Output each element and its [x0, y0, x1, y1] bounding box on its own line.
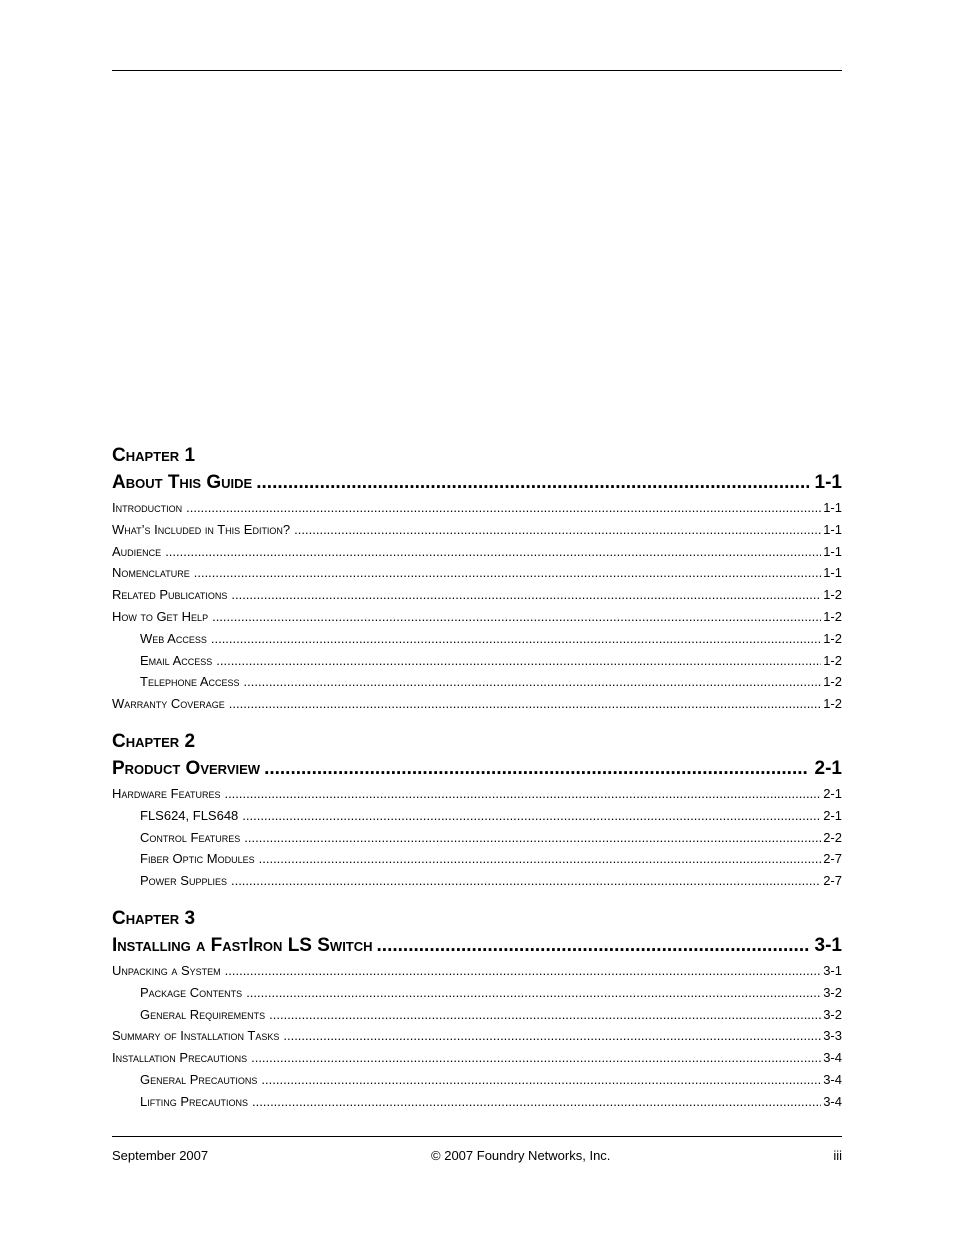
dot-leader: [186, 497, 821, 519]
toc-entry-page: 1-1: [823, 565, 842, 581]
toc-entry-page: 1-2: [823, 587, 842, 603]
toc-entry-label: What’s Included in This Edition?: [112, 521, 291, 537]
chapter-number-label: Chapter 2: [112, 730, 196, 752]
toc-entry-page: 3-2: [823, 1006, 842, 1022]
chapter-number-label: Chapter 1: [112, 445, 196, 466]
toc-entry-page: 3-4: [823, 1050, 842, 1066]
dot-leader: [252, 1091, 821, 1113]
toc-entry-page: 1-2: [823, 652, 842, 668]
toc-entry-label: Telephone Access: [140, 674, 240, 690]
dot-leader: [264, 755, 808, 783]
chapter-page: 1-1: [814, 472, 842, 493]
toc-entry[interactable]: [112, 960, 842, 982]
toc-entry-page: 1-2: [823, 696, 842, 712]
toc-entry[interactable]: [112, 693, 842, 715]
dot-leader: [212, 606, 821, 628]
toc-entry-label: General Requirements: [140, 1006, 266, 1022]
toc-entry-label: Unpacking a System: [112, 962, 221, 978]
toc-subentry[interactable]: [112, 671, 842, 693]
toc-entry-label: Introduction: [112, 500, 183, 515]
chapter-title-row[interactable]: [112, 932, 842, 960]
toc-entry-page: 2-1: [823, 785, 842, 801]
toc-entry[interactable]: [112, 783, 842, 805]
dot-leader: [229, 693, 821, 715]
dot-leader: [225, 960, 822, 982]
toc-entry-label: Summary of Installation Tasks: [112, 1028, 280, 1044]
toc-entry-label: Web Access: [140, 630, 207, 646]
toc-entry[interactable]: [112, 1025, 842, 1047]
chapter-number-label: Chapter 3: [112, 907, 196, 929]
chapter-page: 3-1: [814, 934, 842, 956]
toc-entry-page: 3-1: [823, 962, 842, 978]
toc-subentry[interactable]: [112, 1004, 842, 1026]
chapter-title: About This Guide: [112, 472, 253, 493]
toc-subentry[interactable]: [112, 982, 842, 1004]
chapter-1: [112, 443, 842, 715]
header-rule: [112, 70, 842, 71]
footer-copyright: © 2007 Foundry Networks, Inc.: [431, 1148, 611, 1163]
dot-leader: [211, 628, 821, 650]
toc-entry-label: Nomenclature: [112, 565, 190, 581]
toc-entry[interactable]: [112, 541, 842, 563]
dot-leader: [242, 805, 821, 827]
footer-rule: [112, 1136, 842, 1137]
toc-subentry[interactable]: [112, 650, 842, 672]
toc-entry-page: 1-2: [823, 630, 842, 646]
toc-entry-page: 3-4: [823, 1093, 842, 1109]
toc-entry-page: 2-1: [823, 807, 842, 823]
toc-entry-page: 1-1: [823, 521, 842, 537]
dot-leader: [224, 783, 821, 805]
toc-entry-label: Hardware Features: [112, 785, 221, 801]
dot-leader: [244, 671, 822, 693]
dot-leader: [194, 562, 821, 584]
toc-entry-page: 2-7: [823, 873, 842, 889]
chapter-title: Product Overview: [112, 757, 261, 779]
chapter-title-row[interactable]: [112, 755, 842, 783]
dot-leader: [165, 541, 821, 563]
toc-entry-page: 1-1: [823, 500, 842, 515]
toc-entry[interactable]: [112, 497, 842, 519]
toc-entry-label: Fiber Optic Modules: [140, 851, 255, 867]
chapter-3: [112, 906, 842, 1113]
toc-entry-label: FLS624, FLS648: [140, 807, 239, 823]
toc-entry-page: 1-2: [823, 608, 842, 624]
toc-subentry[interactable]: [112, 870, 842, 892]
toc-entry-page: 2-7: [823, 851, 842, 867]
dot-leader: [294, 519, 821, 541]
dot-leader: [283, 1025, 821, 1047]
toc-entry-label: Control Features: [140, 829, 241, 845]
dot-leader: [269, 1004, 821, 1026]
dot-leader: [259, 848, 822, 870]
toc-subentry[interactable]: [112, 805, 842, 827]
toc-subentry[interactable]: [112, 628, 842, 650]
toc-entry-page: 3-4: [823, 1071, 842, 1087]
toc-entry-label: Installation Precautions: [112, 1050, 248, 1066]
footer-page-number: iii: [833, 1148, 842, 1163]
footer-date: September 2007: [112, 1148, 209, 1163]
dot-leader: [244, 827, 821, 849]
dot-leader: [231, 584, 821, 606]
dot-leader: [377, 932, 809, 960]
toc-entry-page: 2-2: [823, 829, 842, 845]
toc-subentry[interactable]: [112, 848, 842, 870]
toc-entry[interactable]: [112, 584, 842, 606]
toc-subentry[interactable]: [112, 1069, 842, 1091]
page-footer: [112, 1148, 842, 1163]
dot-leader: [256, 469, 808, 497]
dot-leader: [231, 870, 821, 892]
toc-entry-label: Warranty Coverage: [112, 696, 225, 712]
toc-entry[interactable]: [112, 519, 842, 541]
toc-entry-label: General Precautions: [140, 1071, 258, 1087]
toc-entry[interactable]: [112, 562, 842, 584]
toc-entry-label: Package Contents: [140, 984, 243, 1000]
toc-entry-label: How to Get Help: [112, 608, 209, 624]
dot-leader: [216, 650, 821, 672]
chapter-title-row[interactable]: [112, 469, 842, 497]
toc-entry-page: 1-1: [823, 543, 842, 559]
toc-entry[interactable]: [112, 1047, 842, 1069]
toc-subentry[interactable]: [112, 827, 842, 849]
toc-entry[interactable]: [112, 606, 842, 628]
chapter-page: 2-1: [814, 757, 842, 779]
chapter-title: Installing a FastIron LS Switch: [112, 934, 373, 956]
dot-leader: [246, 982, 821, 1004]
toc-entry-label: Related Publications: [112, 587, 228, 603]
toc-subentry[interactable]: [112, 1091, 842, 1113]
toc-entry-label: Power Supplies: [140, 873, 227, 889]
table-of-contents: [112, 443, 842, 1127]
toc-entry-page: 1-2: [823, 674, 842, 690]
chapter-2: [112, 729, 842, 892]
toc-entry-label: Email Access: [140, 652, 213, 668]
dot-leader: [251, 1047, 821, 1069]
toc-entry-label: Audience: [112, 543, 162, 559]
toc-entry-page: 3-2: [823, 984, 842, 1000]
toc-entry-label: Lifting Precautions: [140, 1093, 249, 1109]
toc-entry-page: 3-3: [823, 1028, 842, 1044]
dot-leader: [261, 1069, 821, 1091]
